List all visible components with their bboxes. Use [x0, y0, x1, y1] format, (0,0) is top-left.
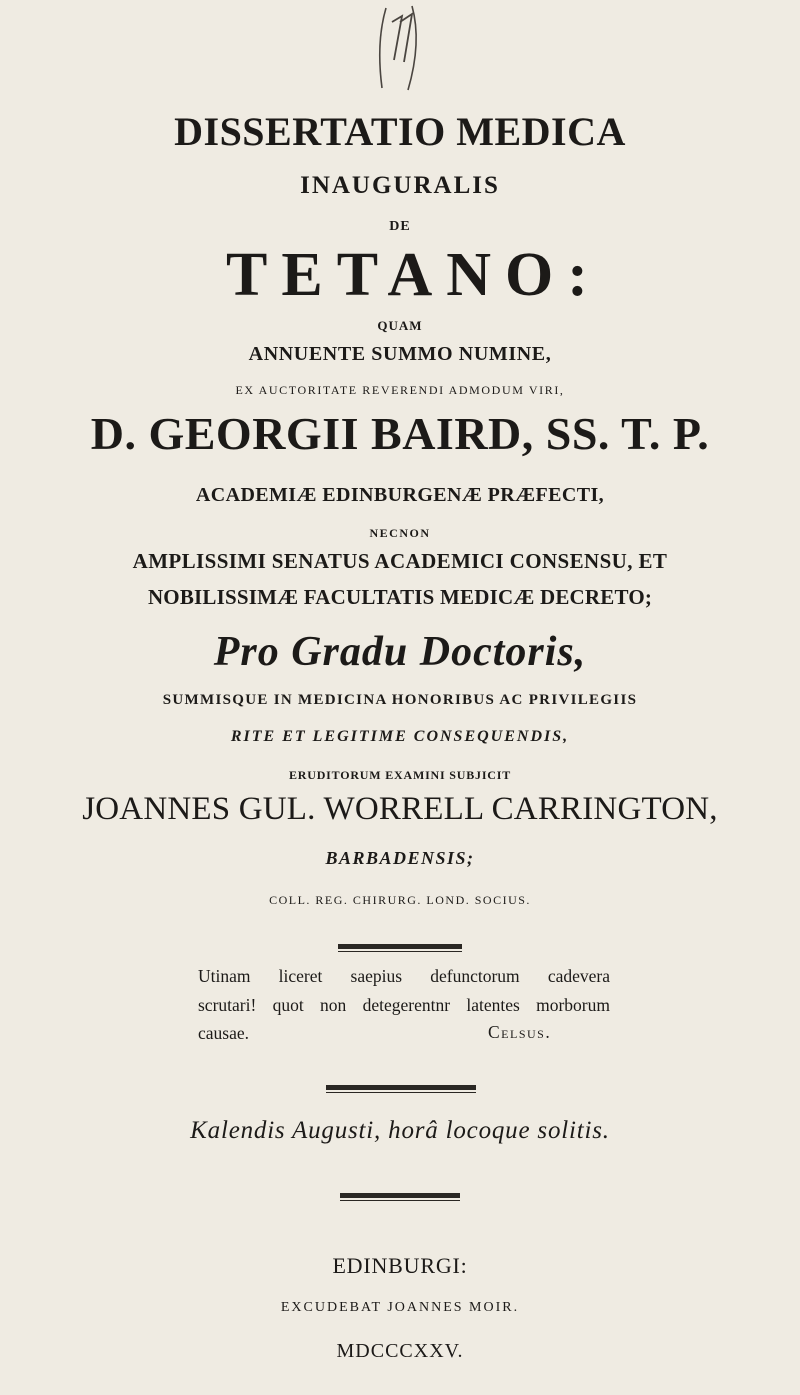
- divider-rule: [338, 944, 462, 949]
- date-line: Kalendis Augusti, horâ locoque solitis.: [190, 1117, 610, 1144]
- honoribus-line: SUMMISQUE IN MEDICINA HONORIBUS AC PRIVILEGIIS: [162, 692, 638, 708]
- epigraph-line-2: scrutari! quot non detegerentnr latentes morborum: [198, 995, 610, 1015]
- title-line-2: INAUGURALIS: [300, 172, 500, 199]
- title-subject: TETANO:: [226, 241, 602, 309]
- quam-line: QUAM: [377, 318, 423, 333]
- divider-rule: [340, 1200, 460, 1201]
- epigraph-attribution: Celsus.: [488, 1022, 552, 1042]
- divider-rule: [326, 1085, 476, 1090]
- author-name: JOANNES GUL. WORRELL CARRINGTON,: [82, 791, 718, 827]
- divider-rule: [326, 1092, 476, 1093]
- handwritten-number-stamp: [368, 2, 428, 92]
- epigraph-line-3: causae.: [198, 1023, 250, 1043]
- title-line-1: DISSERTATIO MEDICA: [174, 109, 626, 154]
- necnon-line: NECNON: [369, 526, 431, 540]
- rector-name: D. GEORGII BAIRD, SS. T. P.: [90, 408, 710, 459]
- imprint-printer: EXCUDEBAT JOANNES MOIR.: [280, 1300, 520, 1315]
- author-origin: BARBADENSIS;: [325, 848, 475, 868]
- imprint-city: EDINBURGI:: [332, 1253, 468, 1278]
- title-de: DE: [389, 219, 411, 234]
- rite-line: RITE ET LEGITIME CONSEQUENDIS,: [230, 728, 570, 745]
- annuente-line: ANNUENTE SUMMO NUMINE,: [248, 343, 552, 365]
- divider-rule: [340, 1193, 460, 1198]
- facultatis-line: NOBILISSIMÆ FACULTATIS MEDICÆ DECRETO;: [147, 585, 653, 609]
- academiae-line: ACADEMIÆ EDINBURGENÆ PRÆFECTI,: [195, 484, 605, 506]
- examini-line: ERUDITORUM EXAMINI SUBJICIT: [288, 768, 512, 782]
- imprint-year: MDCCCXXV.: [336, 1340, 464, 1362]
- pro-gradu-line: Pro Gradu Doctoris,: [213, 629, 587, 675]
- divider-rule: [338, 951, 462, 952]
- author-society: COLL. REG. CHIRURG. LOND. SOCIUS.: [269, 893, 531, 907]
- auctoritate-line: EX AUCTORITATE REVERENDI ADMODUM VIRI,: [235, 383, 565, 397]
- senatus-line: AMPLISSIMI SENATUS ACADEMICI CONSENSU, ET: [132, 549, 668, 573]
- epigraph-line-1: Utinam liceret saepius defunctorum cadevera: [198, 966, 610, 986]
